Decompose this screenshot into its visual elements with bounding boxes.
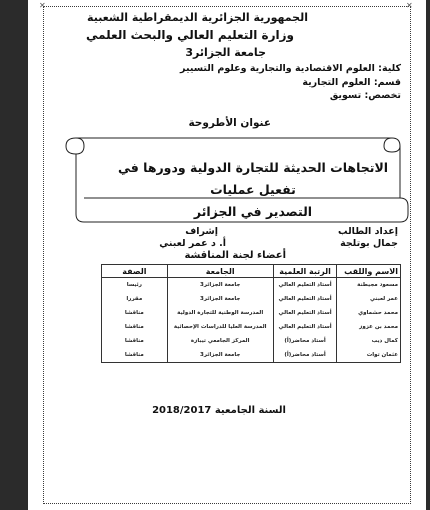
- table-row: [102, 306, 401, 320]
- member-rank: أستاذ التعليم العالي: [273, 292, 337, 306]
- supervisor-name: أ. د عمر لعبني: [159, 238, 226, 249]
- member-name: مسعود مجيطنة: [337, 278, 401, 293]
- prepared-by-label: إعداد الطالب: [338, 226, 398, 237]
- table-row: [102, 278, 401, 293]
- table-row: [102, 334, 401, 348]
- member-university: المدرسة العليا للدراسات الإحصائية: [167, 320, 273, 334]
- header-name: الاسم واللقب: [337, 265, 401, 278]
- committee-table: [101, 264, 401, 363]
- member-university: جامعة الجزائر3: [167, 278, 273, 293]
- member-name: كمال ذيب: [337, 334, 401, 348]
- department-line: قسم: العلوم التجارية: [302, 77, 401, 88]
- ministry-heading: وزارة التعليم العالي والبحث العلمي: [85, 28, 294, 42]
- header-role: الصفة: [102, 265, 168, 278]
- member-university: المدرسة الوطنية للتجارة الدولية: [167, 306, 273, 320]
- supervisor-label: إشراف: [185, 226, 218, 237]
- member-role: مناقشا: [102, 306, 168, 320]
- member-name: عمر لعبني: [337, 292, 401, 306]
- faculty-line: كلية: العلوم الاقتصادية والتجارية وعلوم التسيير: [180, 63, 401, 74]
- header-rank: الرتبة العلمية: [273, 265, 337, 278]
- corner-mark-icon: ✕: [406, 1, 413, 10]
- table-row: [102, 348, 401, 363]
- university-heading: جامعة الجزائر3: [185, 46, 266, 59]
- document-page: [28, 0, 426, 510]
- republic-heading: الجمهورية الجزائرية الديمقراطية الشعبية: [87, 11, 308, 24]
- member-role: مناقشا: [102, 320, 168, 334]
- member-role: رئيسا: [102, 278, 168, 293]
- member-rank: أستاذ التعليم العالي: [273, 320, 337, 334]
- member-rank: أستاذ التعليم العالي: [273, 306, 337, 320]
- member-rank: أستاذ محاضر(أ): [273, 348, 337, 363]
- member-university: جامعة الجزائر3: [167, 348, 273, 363]
- member-name: محمد حشماوي: [337, 306, 401, 320]
- academic-year: السنة الجامعية 2018/2017: [152, 405, 286, 416]
- member-university: المركز الجامعي تيبازة: [167, 334, 273, 348]
- thesis-title-line-2: التصدير في الجزائر: [193, 204, 313, 219]
- member-rank: أستاذ التعليم العالي: [273, 278, 337, 293]
- member-name: محمد بن عزوز: [337, 320, 401, 334]
- specialty-line: تخصص: تسويق: [329, 90, 401, 101]
- committee-header-row: [102, 265, 401, 278]
- header-university: الجامعة: [167, 265, 273, 278]
- thesis-title: [108, 157, 398, 223]
- member-role: مقررا: [102, 292, 168, 306]
- member-university: جامعة الجزائر3: [167, 292, 273, 306]
- member-role: مناقشا: [102, 334, 168, 348]
- member-rank: أستاذ محاضر(أ): [273, 334, 337, 348]
- table-row: [102, 292, 401, 306]
- corner-mark-icon: ✕: [39, 1, 46, 10]
- table-row: [102, 320, 401, 334]
- thesis-title-line-1: الاتجاهات الحديثة للتجارة الدولية ودورها في تفعيل عمليات: [117, 160, 389, 197]
- member-role: مناقشا: [102, 348, 168, 363]
- committee-heading: أعضاء لجنة المناقشة: [184, 250, 286, 261]
- student-name: جمال بوتلجة: [340, 238, 398, 249]
- member-name: عثمان توات: [337, 348, 401, 363]
- thesis-title-label: عنوان الأطروحة: [188, 117, 271, 129]
